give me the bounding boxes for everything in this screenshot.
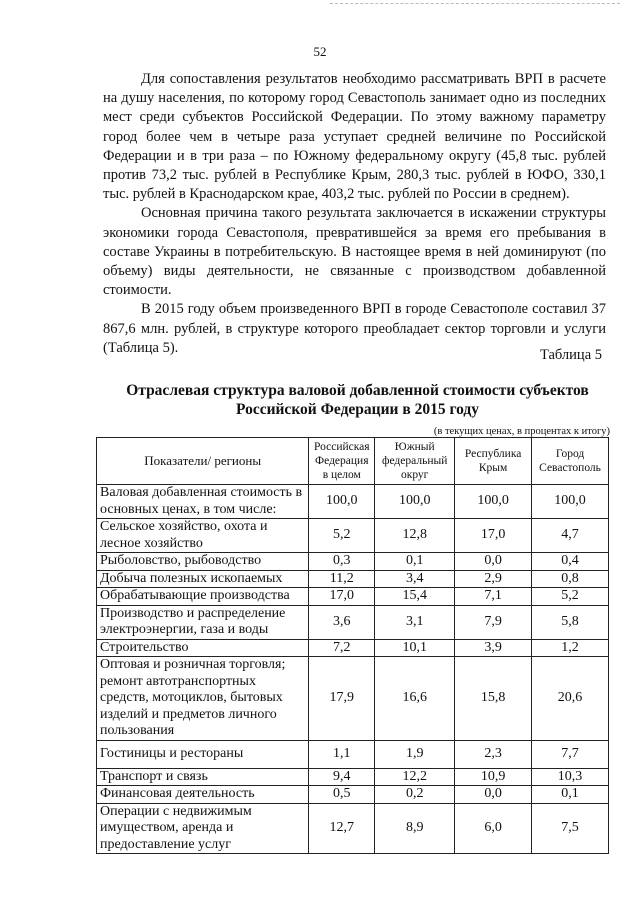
value-cell: 1,1 (309, 740, 375, 768)
table-row (97, 485, 609, 519)
value-cell: 20,6 (532, 657, 609, 741)
table-row (97, 570, 609, 588)
table-row (97, 768, 609, 786)
gva-structure-table (96, 437, 609, 854)
body-text (103, 70, 606, 358)
value-cell: 10,3 (532, 768, 609, 786)
value-cell: 7,5 (532, 803, 609, 854)
value-cell: 10,9 (455, 768, 532, 786)
table-row (97, 553, 609, 571)
table-note: (в текущих ценах, в процентах к итогу) (433, 426, 610, 437)
value-cell: 100,0 (532, 485, 609, 519)
value-cell: 7,1 (455, 588, 532, 606)
table-row (97, 639, 609, 657)
table-row (97, 657, 609, 741)
column-header: Показатели/ регионы (97, 438, 309, 485)
table-row (97, 605, 609, 639)
value-cell: 0,1 (532, 786, 609, 804)
value-cell: 7,7 (532, 740, 609, 768)
row-label: Валовая добавленная стоимость в основных ценах, в том числе: (97, 485, 309, 519)
table-row (97, 588, 609, 606)
value-cell: 5,2 (309, 519, 375, 553)
table-title: Отраслевая структура валовой добавленной стоимости субъектов Российской Федерации в 2015 году (126, 382, 589, 418)
value-cell: 100,0 (309, 485, 375, 519)
scan-edge-line (330, 3, 620, 4)
value-cell: 0,5 (309, 786, 375, 804)
value-cell: 0,2 (375, 786, 455, 804)
value-cell: 0,0 (455, 786, 532, 804)
value-cell: 15,4 (375, 588, 455, 606)
column-header: Российская Федерация в целом (309, 438, 375, 485)
value-cell: 3,1 (375, 605, 455, 639)
value-cell: 16,6 (375, 657, 455, 741)
value-cell: 4,7 (532, 519, 609, 553)
row-label: Оптовая и розничная торговля; ремонт автотранспортных средств, мотоциклов, бытовых изделий и предметов личного пользования (97, 657, 309, 741)
row-label: Производство и распределение электроэнергии, газа и воды (97, 605, 309, 639)
value-cell: 12,7 (309, 803, 375, 854)
value-cell: 2,9 (455, 570, 532, 588)
value-cell: 1,2 (532, 639, 609, 657)
value-cell: 3,9 (455, 639, 532, 657)
value-cell: 12,8 (375, 519, 455, 553)
value-cell: 6,0 (455, 803, 532, 854)
value-cell: 10,1 (375, 639, 455, 657)
row-label: Добыча полезных ископаемых (97, 570, 309, 588)
value-cell: 2,3 (455, 740, 532, 768)
value-cell: 17,0 (455, 519, 532, 553)
value-cell: 8,9 (375, 803, 455, 854)
paragraph: Для сопоставления результатов необходимо рассматривать ВРП в расчете на душу населения, по которому город Севастополь занимает одно из последних мест среди субъектов Российской Федерации. По этому важному параметру город более чем в четыре раза уступает средней величине по Российской Федерации и в три раза – по Южному федеральному округу (45,8 тыс. рублей против 73,2 тыс. рублей в Республике Крым, 280,3 тыс. рублей в ЮФО, 330,1 тыс. рублей в Краснодарском крае, 403,2 тыс. рублей по России в среднем). (103, 71, 606, 203)
paragraph: В 2015 году объем произведенного ВРП в городе Севастополе составил 37 867,6 млн. рублей, в структуре которого преобладает сектор торговли и услуги (Таблица 5). (103, 301, 606, 356)
value-cell: 17,0 (309, 588, 375, 606)
value-cell: 0,8 (532, 570, 609, 588)
row-label: Строительство (97, 639, 309, 657)
value-cell: 100,0 (375, 485, 455, 519)
value-cell: 15,8 (455, 657, 532, 741)
value-cell: 3,6 (309, 605, 375, 639)
row-label: Финансовая деятельность (97, 786, 309, 804)
value-cell: 17,9 (309, 657, 375, 741)
table-row (97, 786, 609, 804)
row-label: Обрабатывающие производства (97, 588, 309, 606)
value-cell: 100,0 (455, 485, 532, 519)
value-cell: 0,0 (455, 553, 532, 571)
row-label: Сельское хозяйство, охота и лесное хозяйство (97, 519, 309, 553)
value-cell: 0,1 (375, 553, 455, 571)
row-label: Транспорт и связь (97, 768, 309, 786)
column-header: Южный федеральный округ (375, 438, 455, 485)
table-header-row (97, 438, 609, 485)
row-label: Гостиницы и рестораны (97, 740, 309, 768)
page-number: 52 (313, 44, 327, 59)
table-row (97, 519, 609, 553)
paragraph: Основная причина такого результата заключается в искажении структуры экономики города Севастополя, превратившейся за время его пребывания в составе Украины в потребительскую. В настоящее время в ней доминируют (по объему) виды деятельности, не связанные с производством добавленной стоимости. (103, 205, 606, 299)
value-cell: 3,4 (375, 570, 455, 588)
table-row (97, 803, 609, 854)
value-cell: 7,2 (309, 639, 375, 657)
table-caption: Таблица 5 (539, 347, 602, 363)
value-cell: 9,4 (309, 768, 375, 786)
column-header: Республика Крым (455, 438, 532, 485)
value-cell: 0,3 (309, 553, 375, 571)
row-label: Рыболовство, рыбоводство (97, 553, 309, 571)
value-cell: 7,9 (455, 605, 532, 639)
value-cell: 1,9 (375, 740, 455, 768)
value-cell: 0,4 (532, 553, 609, 571)
value-cell: 5,8 (532, 605, 609, 639)
value-cell: 12,2 (375, 768, 455, 786)
value-cell: 5,2 (532, 588, 609, 606)
column-header: Город Севастополь (532, 438, 609, 485)
table-row (97, 740, 609, 768)
row-label: Операции с недвижимым имуществом, аренда и предоставление услуг (97, 803, 309, 854)
value-cell: 11,2 (309, 570, 375, 588)
